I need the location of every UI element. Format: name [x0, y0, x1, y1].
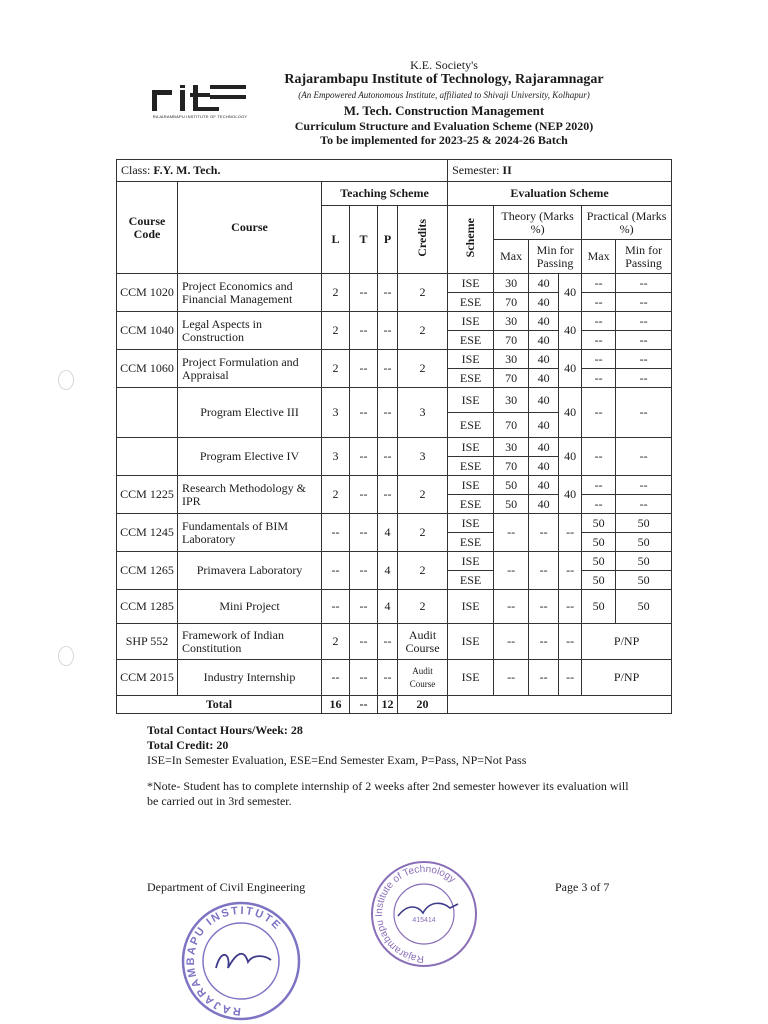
course-name: Program Elective IV: [178, 438, 322, 476]
theory-max: 70: [494, 369, 529, 388]
theory-max: 30: [494, 438, 529, 457]
course-p: --: [378, 312, 398, 350]
practical-max: --: [582, 388, 616, 438]
right-seal-code: 415414: [412, 917, 436, 924]
scheme-ese: ESE: [448, 495, 494, 514]
course-credits: 3: [398, 388, 448, 438]
course-code: SHP 552: [117, 624, 178, 660]
course-l: --: [322, 590, 350, 624]
course-t: --: [350, 624, 378, 660]
course-p: --: [378, 350, 398, 388]
theory-max: 70: [494, 457, 529, 476]
left-seal-stamp: [176, 898, 306, 1024]
theory-min: --: [529, 660, 559, 696]
practical-max: --: [582, 312, 616, 331]
total-label: Total: [117, 696, 322, 714]
theory-passing: 40: [559, 274, 582, 312]
class-label: Class:: [121, 163, 154, 177]
scheme-ese: ESE: [448, 533, 494, 552]
page-number: Page 3 of 7: [555, 880, 610, 894]
practical-min: --: [616, 293, 672, 312]
course-name: Project Economics and Financial Management: [178, 274, 322, 312]
course-name: Legal Aspects in Construction: [178, 312, 322, 350]
header-p: P: [378, 206, 398, 274]
header-credits: [398, 206, 448, 274]
course-credits: Audit Course: [398, 660, 448, 696]
practical-min: 50: [616, 533, 672, 552]
practical-min: --: [616, 495, 672, 514]
scheme-ise: ISE: [448, 438, 494, 457]
scheme-ise: ISE: [448, 514, 494, 533]
course-code: CCM 1225: [117, 476, 178, 514]
practical-min: --: [616, 388, 672, 438]
theory-max: 50: [494, 476, 529, 495]
practical-result: P/NP: [582, 660, 672, 696]
practical-max: --: [582, 438, 616, 476]
course-code: CCM 1265: [117, 552, 178, 590]
theory-min: --: [529, 514, 559, 552]
theory-min: 40: [529, 438, 559, 457]
header-practical: Practical (Marks %): [582, 206, 672, 240]
course-code: CCM 1040: [117, 312, 178, 350]
total-credits: 20: [398, 696, 448, 714]
theory-max: 30: [494, 274, 529, 293]
theory-passing: --: [559, 660, 582, 696]
course-code: CCM 1060: [117, 350, 178, 388]
theory-min: 40: [529, 312, 559, 331]
course-t: --: [350, 590, 378, 624]
logo-caption: RAJARAMBAPU INSTITUTE OF TECHNOLOGY: [152, 114, 248, 119]
scheme-ese: ESE: [448, 369, 494, 388]
course-p: --: [378, 660, 398, 696]
total-l: 16: [322, 696, 350, 714]
theory-max: --: [494, 552, 529, 590]
practical-min: 50: [616, 590, 672, 624]
theory-min: 40: [529, 293, 559, 312]
course-name: Program Elective III: [178, 388, 322, 438]
course-l: 2: [322, 624, 350, 660]
class-value: F.Y. M. Tech.: [153, 163, 221, 177]
theory-min: 40: [529, 388, 559, 413]
practical-min: --: [616, 369, 672, 388]
header-evaluation-scheme: Evaluation Scheme: [448, 182, 672, 206]
course-l: 2: [322, 476, 350, 514]
scheme-ise: ISE: [448, 388, 494, 413]
internship-note: *Note- Student has to complete internship of 2 weeks after 2nd semester however its evaluation will be carried out in 3rd semester.: [147, 779, 629, 808]
course-l: 2: [322, 274, 350, 312]
course-l: --: [322, 514, 350, 552]
course-l: 2: [322, 312, 350, 350]
theory-passing: 40: [559, 312, 582, 350]
course-p: --: [378, 476, 398, 514]
total-t: --: [350, 696, 378, 714]
theory-min: --: [529, 624, 559, 660]
header-course: Course: [178, 182, 322, 274]
course-credits: 2: [398, 514, 448, 552]
course-credits: 2: [398, 312, 448, 350]
affiliation: (An Empowered Autonomous Institute, affiliated to Shivaji University, Kolhapur): [298, 90, 590, 100]
semester-label: Semester:: [452, 163, 503, 177]
course-credits: 3: [398, 438, 448, 476]
course-credits: 2: [398, 476, 448, 514]
left-seal-text: RAJARAMBAPU INSTITUTE: [184, 904, 284, 1018]
theory-max: --: [494, 660, 529, 696]
course-code: CCM 1020: [117, 274, 178, 312]
scheme-ise: ISE: [448, 350, 494, 369]
semester-value: II: [502, 163, 512, 177]
credits-label: Credits: [415, 219, 430, 257]
course-code: CCM 1285: [117, 590, 178, 624]
course-p: --: [378, 388, 398, 438]
curriculum-table: [116, 159, 672, 714]
theory-max: --: [494, 590, 529, 624]
practical-max: 50: [582, 514, 616, 533]
course-p: --: [378, 438, 398, 476]
program-title: M. Tech. Construction Management: [343, 103, 545, 118]
course-code: [117, 438, 178, 476]
course-l: --: [322, 660, 350, 696]
right-seal-text: Rajarambapu Institute of Technology: [373, 863, 458, 965]
course-code: CCM 2015: [117, 660, 178, 696]
theory-min: 40: [529, 457, 559, 476]
scheme-ise: ISE: [448, 312, 494, 331]
header-teaching-scheme: Teaching Scheme: [322, 182, 448, 206]
theory-max: 70: [494, 293, 529, 312]
header-theory-min: Min for Passing: [529, 240, 582, 274]
society-name: K.E. Society's: [410, 58, 478, 72]
course-t: --: [350, 476, 378, 514]
scheme-ese: ESE: [448, 413, 494, 438]
theory-passing: 40: [559, 388, 582, 438]
scheme-title: Curriculum Structure and Evaluation Scheme (NEP 2020): [294, 119, 594, 133]
practical-min: 50: [616, 571, 672, 590]
abbreviations: ISE=In Semester Evaluation, ESE=End Semester Exam, P=Pass, NP=Not Pass: [147, 753, 527, 767]
theory-min: 40: [529, 331, 559, 350]
theory-min: 40: [529, 476, 559, 495]
header-l: L: [322, 206, 350, 274]
course-t: --: [350, 312, 378, 350]
course-l: 2: [322, 350, 350, 388]
course-l: 3: [322, 438, 350, 476]
course-name: Research Methodology & IPR: [178, 476, 322, 514]
theory-passing: 40: [559, 438, 582, 476]
course-name: Mini Project: [178, 590, 322, 624]
total-empty: [448, 696, 672, 714]
batch-title: To be implemented for 2023-25 & 2024-26 Batch: [320, 133, 568, 147]
course-credits: 2: [398, 274, 448, 312]
course-name: Primavera Laboratory: [178, 552, 322, 590]
practical-min: --: [616, 331, 672, 350]
course-name: Framework of Indian Constitution: [178, 624, 322, 660]
course-t: --: [350, 552, 378, 590]
contact-hours: Total Contact Hours/Week: 28: [147, 723, 303, 737]
theory-passing: 40: [559, 350, 582, 388]
theory-max: 30: [494, 388, 529, 413]
practical-max: 50: [582, 571, 616, 590]
practical-min: --: [616, 350, 672, 369]
header-t: T: [350, 206, 378, 274]
practical-min: --: [616, 312, 672, 331]
scheme-ese: ESE: [448, 571, 494, 590]
practical-min: 50: [616, 552, 672, 571]
punch-hole-mark: [58, 646, 74, 666]
practical-max: --: [582, 476, 616, 495]
header-practical-max: Max: [582, 240, 616, 274]
practical-max: --: [582, 350, 616, 369]
course-t: --: [350, 514, 378, 552]
practical-max: 50: [582, 533, 616, 552]
header-course-code: Course Code: [117, 182, 178, 274]
course-credits: Audit Course: [398, 624, 448, 660]
course-code: CCM 1245: [117, 514, 178, 552]
course-p: 4: [378, 514, 398, 552]
course-t: --: [350, 274, 378, 312]
theory-max: 70: [494, 331, 529, 350]
practical-min: 50: [616, 514, 672, 533]
practical-max: --: [582, 331, 616, 350]
theory-max: 70: [494, 413, 529, 438]
scheme-ise: ISE: [448, 590, 494, 624]
theory-max: --: [494, 624, 529, 660]
course-credits: 2: [398, 590, 448, 624]
practical-max: 50: [582, 552, 616, 571]
course-t: --: [350, 660, 378, 696]
course-credits: 2: [398, 350, 448, 388]
scheme-ise: ISE: [448, 274, 494, 293]
theory-min: --: [529, 552, 559, 590]
course-name: Fundamentals of BIM Laboratory: [178, 514, 322, 552]
header-theory-max: Max: [494, 240, 529, 274]
scheme-ise: ISE: [448, 624, 494, 660]
practical-max: --: [582, 274, 616, 293]
theory-passing: --: [559, 514, 582, 552]
institute-logo: [150, 85, 250, 123]
course-code: [117, 388, 178, 438]
practical-max: --: [582, 293, 616, 312]
theory-passing: --: [559, 624, 582, 660]
theory-min: 40: [529, 413, 559, 438]
practical-min: --: [616, 476, 672, 495]
course-p: 4: [378, 552, 398, 590]
header-theory: Theory (Marks %): [494, 206, 582, 240]
practical-max: --: [582, 369, 616, 388]
punch-hole-mark: [58, 370, 74, 390]
theory-passing: 40: [559, 476, 582, 514]
course-l: --: [322, 552, 350, 590]
semester-cell: [448, 160, 672, 182]
theory-passing: --: [559, 590, 582, 624]
practical-min: --: [616, 274, 672, 293]
practical-result: P/NP: [582, 624, 672, 660]
institute-name: Rajarambapu Institute of Technology, Rajaramnagar: [284, 72, 604, 87]
scheme-ese: ESE: [448, 331, 494, 350]
header-practical-min: Min for Passing: [616, 240, 672, 274]
theory-min: --: [529, 590, 559, 624]
practical-min: --: [616, 438, 672, 476]
theory-max: --: [494, 514, 529, 552]
scheme-ise: ISE: [448, 476, 494, 495]
theory-max: 30: [494, 312, 529, 331]
course-t: --: [350, 350, 378, 388]
total-p: 12: [378, 696, 398, 714]
course-name: Project Formulation and Appraisal: [178, 350, 322, 388]
scheme-ise: ISE: [448, 552, 494, 571]
theory-min: 40: [529, 274, 559, 293]
course-t: --: [350, 438, 378, 476]
course-credits: 2: [398, 552, 448, 590]
course-l: 3: [322, 388, 350, 438]
course-p: 4: [378, 590, 398, 624]
scheme-ese: ESE: [448, 293, 494, 312]
theory-min: 40: [529, 369, 559, 388]
rit-logo-icon: [150, 85, 250, 113]
total-credit: Total Credit: 20: [147, 738, 229, 752]
department-name: Department of Civil Engineering: [147, 880, 306, 894]
class-cell: [117, 160, 448, 182]
course-p: --: [378, 274, 398, 312]
theory-min: 40: [529, 350, 559, 369]
theory-passing: --: [559, 552, 582, 590]
scheme-label: Scheme: [463, 218, 478, 258]
course-p: --: [378, 624, 398, 660]
theory-max: 30: [494, 350, 529, 369]
practical-max: 50: [582, 590, 616, 624]
scheme-ese: ESE: [448, 457, 494, 476]
scheme-ise: ISE: [448, 660, 494, 696]
practical-max: --: [582, 495, 616, 514]
course-name: Industry Internship: [178, 660, 322, 696]
header-scheme: [448, 206, 494, 274]
theory-min: 40: [529, 495, 559, 514]
theory-max: 50: [494, 495, 529, 514]
right-seal-stamp: [368, 858, 480, 968]
course-t: --: [350, 388, 378, 438]
